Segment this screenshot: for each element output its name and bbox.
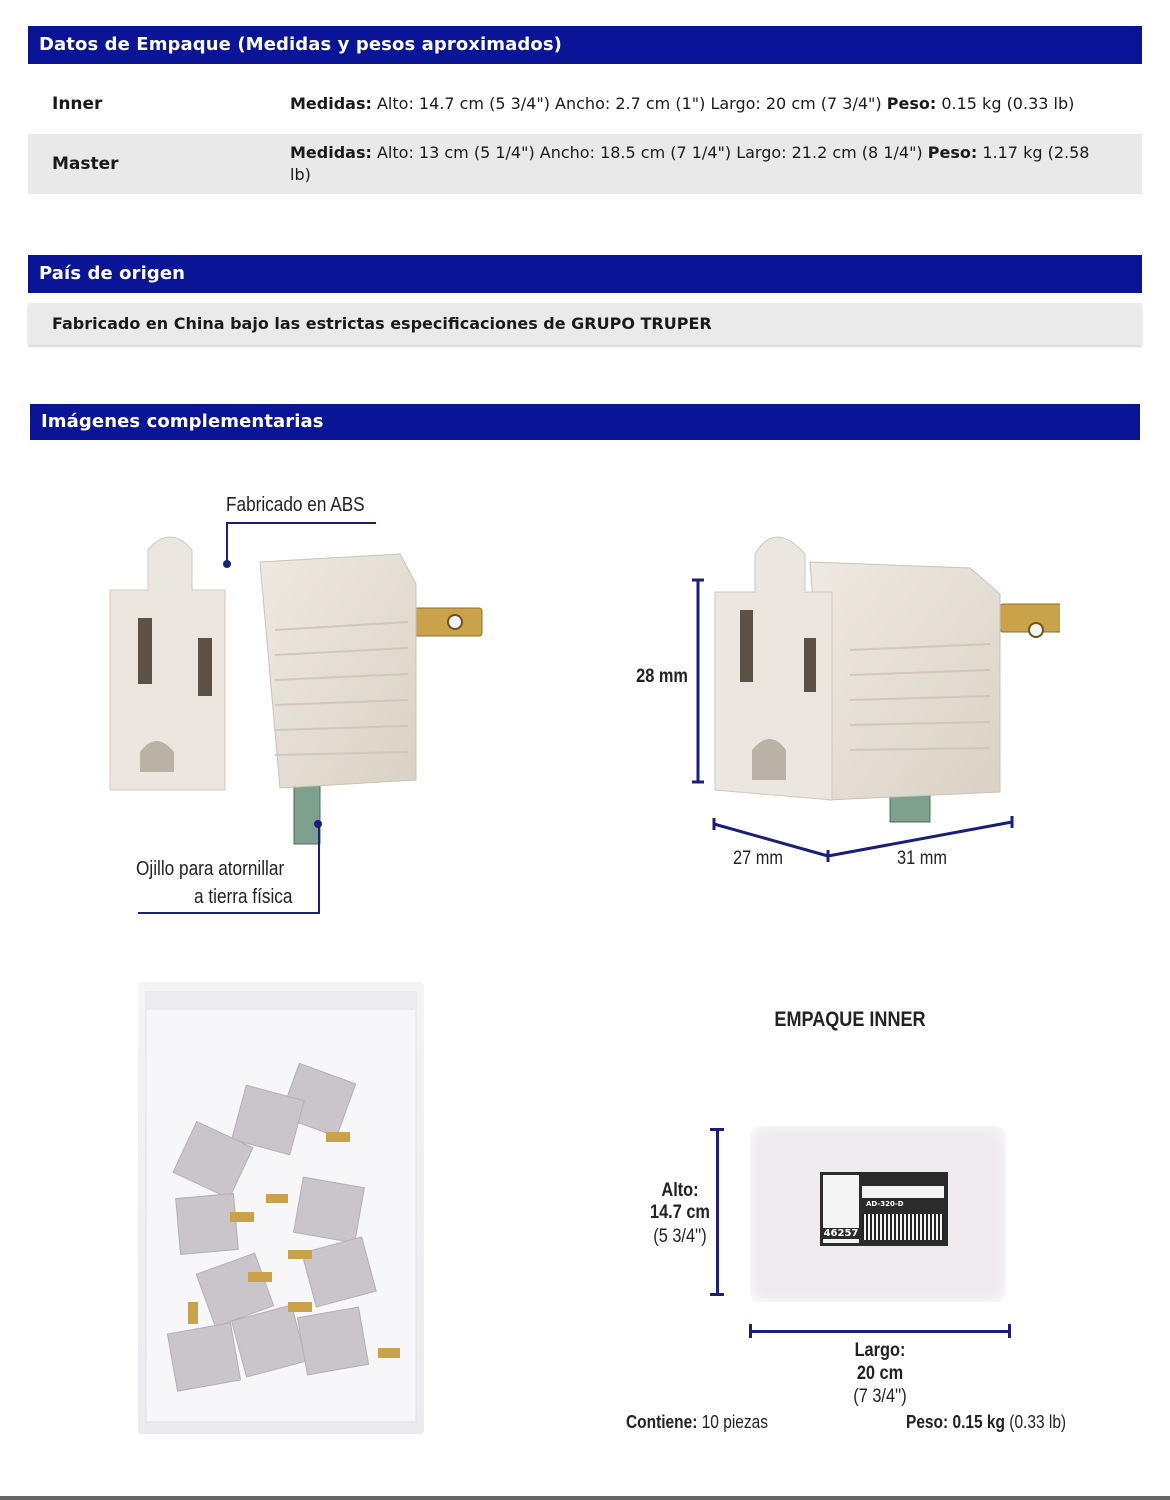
row-value [290, 142, 1142, 186]
contains-info [626, 1412, 768, 1433]
packaging-title: Datos de Empaque (Medidas y pesos aproximados) [39, 34, 562, 55]
largo-in: (7 3/4'') [853, 1386, 907, 1407]
largo-cm: 20 cm [856, 1363, 904, 1384]
inner-package-title: EMPAQUE INNER [774, 1008, 926, 1031]
measures-value: Alto: 14.7 cm (5 3/4") Ancho: 2.7 cm (1") Largo: 20 cm (7 3/4") [376, 94, 882, 113]
barcode [862, 1214, 944, 1240]
images-section-header [30, 404, 1140, 440]
inner-package-image [750, 1126, 1006, 1302]
packaging-table [28, 74, 1142, 194]
callout-abs: Fabricado en ABS [226, 494, 365, 516]
row-label: Inner [52, 94, 103, 114]
product-label [820, 1172, 948, 1246]
weight-value: 0.15 kg [952, 1412, 1005, 1432]
bag-of-adapters-image [138, 982, 424, 1434]
adapter-image [600, 510, 1060, 890]
weight-value: 0.15 kg (0.33 lb) [941, 94, 1075, 113]
measures-label: Medidas: [290, 143, 372, 162]
bottom-divider [0, 1496, 1170, 1500]
label-model: AD-320-D [866, 1200, 904, 1208]
alto-in: (5 3/4'') [653, 1226, 707, 1247]
images-title: Imágenes complementarias [41, 411, 324, 432]
largo-label: Largo: [854, 1340, 906, 1361]
row-label: Master [52, 154, 119, 174]
label-code: 46257 [823, 1228, 859, 1239]
table-row-master [28, 134, 1142, 194]
adapter-callout-figure [100, 480, 520, 920]
row-value [290, 93, 1142, 115]
adapter-image [100, 480, 520, 920]
inner-package-figure [600, 990, 1080, 1450]
origin-section-header [28, 255, 1142, 293]
packaging-section-header [28, 26, 1142, 64]
depth-dimension: 27 mm [733, 848, 783, 869]
measures-value: Alto: 13 cm (5 1/4") Ancho: 18.5 cm (7 1/4") Largo: 21.2 cm (8 1/4") [376, 143, 923, 162]
height-dimension: 28 mm [636, 666, 688, 687]
weight-label: Peso: [906, 1412, 949, 1432]
callout-ground-eyelet-1: Ojillo para atornillar [136, 858, 285, 880]
callout-ground-eyelet-2: a tierra física [194, 886, 293, 908]
width-dimension: 31 mm [897, 848, 947, 869]
contains-value: 10 piezas [701, 1412, 768, 1432]
origin-title: País de origen [39, 263, 186, 284]
alto-cm: 14.7 cm [650, 1202, 710, 1223]
adapter-dimensions-figure [600, 510, 1060, 890]
alto-label: Alto: [661, 1180, 699, 1201]
measures-label: Medidas: [290, 94, 372, 113]
contains-label: Contiene: [626, 1412, 698, 1432]
weight-label: Peso: [886, 94, 937, 113]
origin-text: Fabricado en China bajo las estrictas especificaciones de GRUPO TRUPER [28, 303, 1142, 345]
weight-lb: (0.33 lb) [1009, 1412, 1067, 1432]
weight-value: 1.17 kg (2.58 lb) [290, 143, 1090, 184]
weight-label: Peso: [927, 143, 978, 162]
table-row-inner [28, 74, 1142, 134]
weight-info [906, 1412, 1066, 1433]
